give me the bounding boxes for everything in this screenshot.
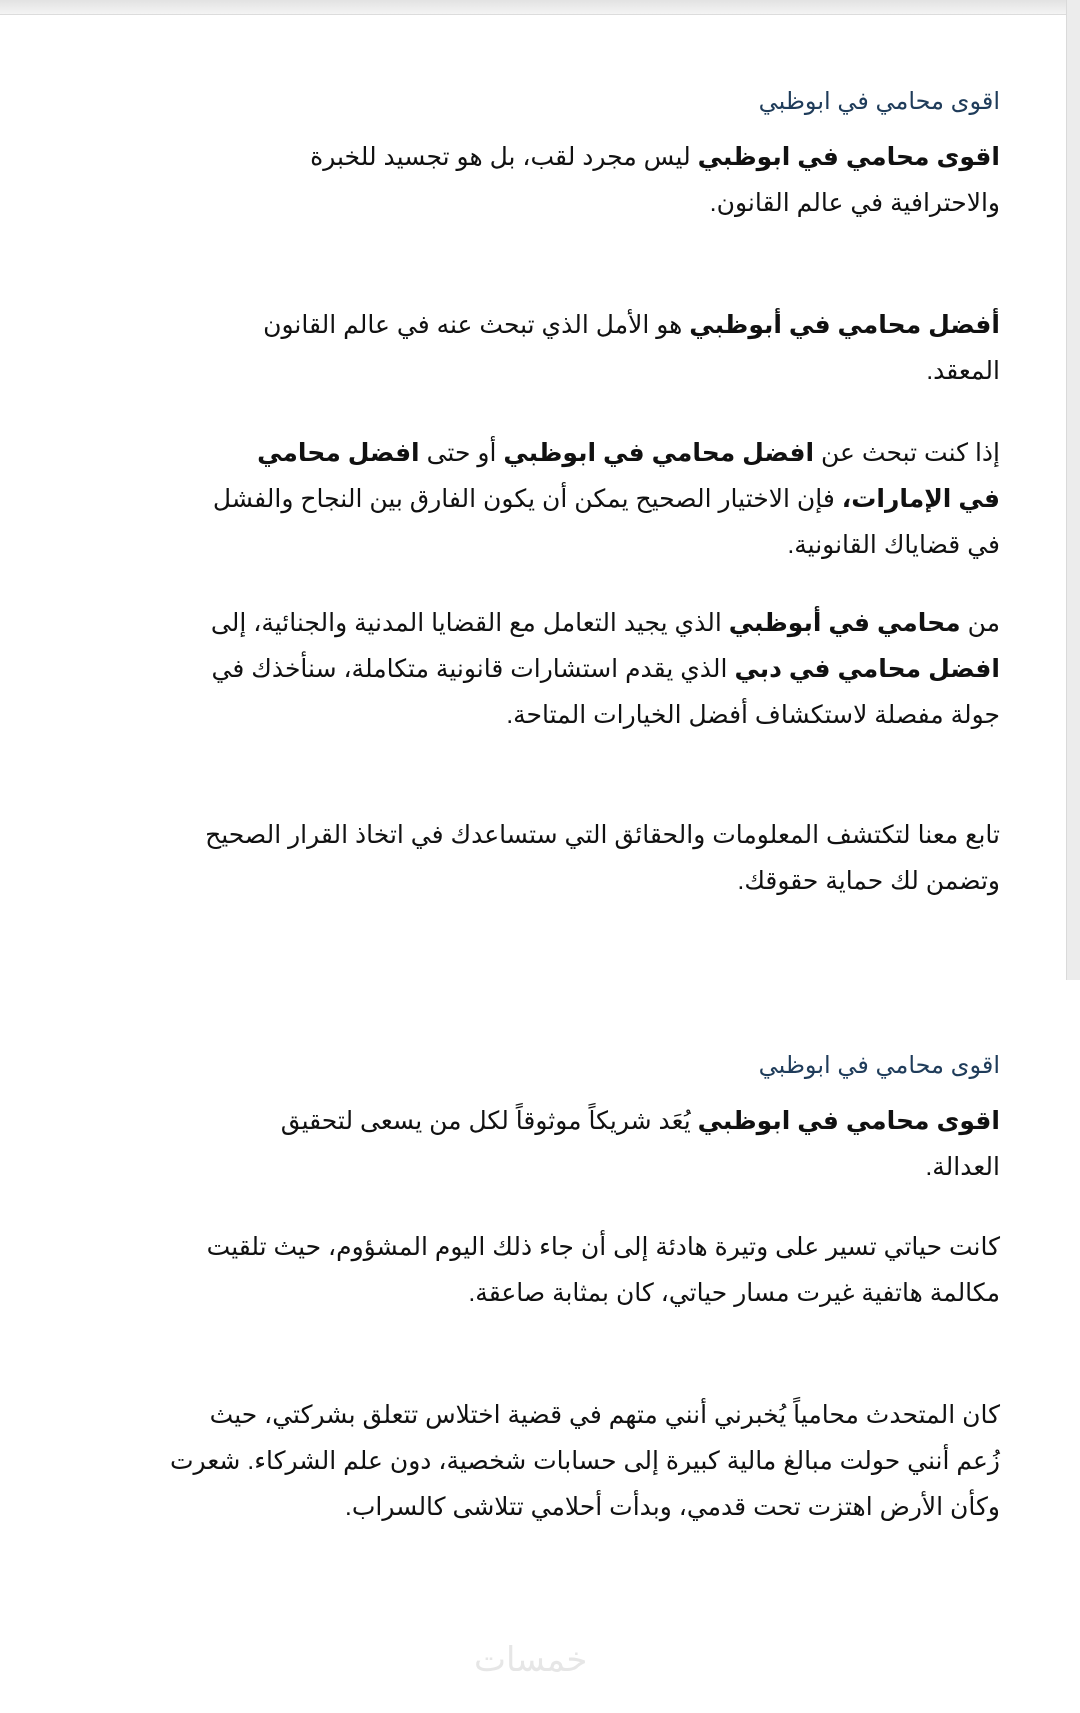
scrollbar[interactable] [1066, 0, 1080, 980]
keyword: افضل محامي في دبي [734, 655, 1000, 683]
paragraph-1-1: اقوى محامي في ابوظبي ليس مجرد لقب، بل هو تجسيد للخبرة والاحترافية في عالم القانون. [310, 143, 1000, 217]
watermark-logo: خمسات [474, 1640, 588, 1680]
paragraph-1-3: إذا كنت تبحث عن افضل محامي في ابوظبي أو حتى افضل محامي في الإمارات، فإن الاختيار الصحيح يمكن أن يكون الفارق بين النجاح والفشل في قضاياك القانونية. [212, 439, 1000, 559]
keyword: افضل محامي في الإمارات، [257, 439, 1000, 513]
keyword: محامي في أبوظبي [728, 609, 961, 637]
keyword: اقوى محامي في ابوظبي [697, 1107, 1000, 1135]
section-heading-1: اقوى محامي في ابوظبي [758, 88, 1000, 115]
keyword: أفضل محامي في أبوظبي [689, 311, 1000, 339]
paragraph-2-1: اقوى محامي في ابوظبي يُعَد شريكاً موثوقاً لكل من يسعى لتحقيق العدالة. [280, 1107, 1000, 1181]
paragraph-2-3: كان المتحدث محامياً يُخبرني أنني متهم في قضية اختلاس تتعلق بشركتي، حيث زُعم أنني حولت مبالغ مالية كبيرة إلى حسابات شخصية، دون علم الشركاء. شعرت وكأن الأرض اهتزت تحت قدمي، وبدأت أحلامي تتلاشى كالسراب. [169, 1401, 1000, 1521]
paragraph-2-2: كانت حياتي تسير على وتيرة هادئة إلى أن جاء ذلك اليوم المشؤوم، حيث تلقيت مكالمة هاتفية غيرت مسار حياتي، كان بمثابة صاعقة. [206, 1233, 1000, 1307]
keyword: اقوى محامي في ابوظبي [697, 143, 1000, 171]
paragraph-1-2: أفضل محامي في أبوظبي هو الأمل الذي تبحث عنه في عالم القانون المعقد. [263, 311, 1000, 385]
paragraph-1-5: تابع معنا لتكتشف المعلومات والحقائق التي ستساعدك في اتخاذ القرار الصحيح وتضمن لك حماية حقوقك. [205, 821, 1000, 895]
paragraph-1-4: من محامي في أبوظبي الذي يجيد التعامل مع القضايا المدنية والجنائية، إلى افضل محامي في دبي الذي يقدم استشارات قانونية متكاملة، سنأخذك في جولة مفصلة لاستكشاف أفضل الخيارات المتاحة. [210, 609, 1000, 729]
section-heading-2: اقوى محامي في ابوظبي [758, 1052, 1000, 1079]
keyword: افضل محامي في ابوظبي [503, 439, 815, 467]
